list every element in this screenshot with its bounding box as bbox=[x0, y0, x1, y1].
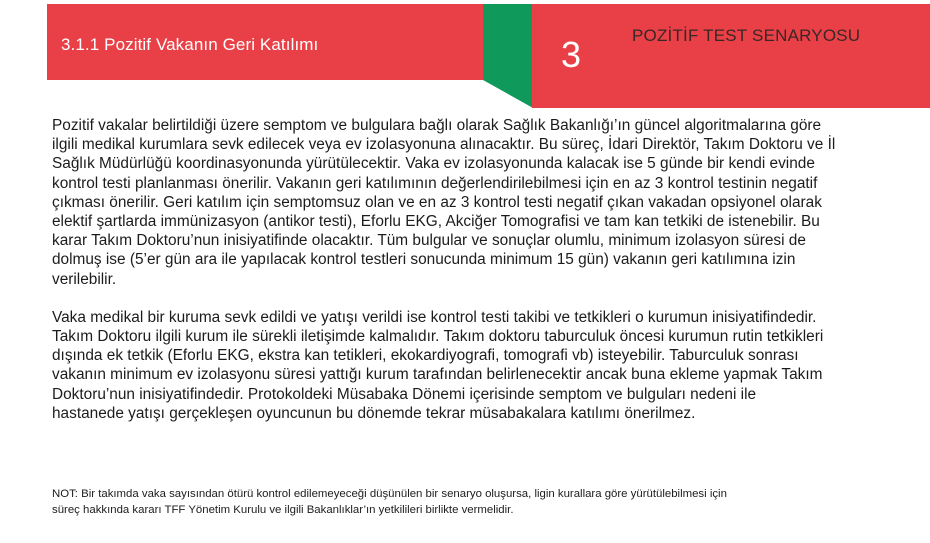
note-line: süreç hakkında kararı TFF Yönetim Kurulu ve ilgili Bakanlıklar’ın yetkilileri birlikte vermelidir. bbox=[52, 503, 514, 516]
text-line: Vaka medikal bir kuruma sevk edildi ve yatışı verildi ise kontrol testi takibi ve tetkikleri o kurumun inisiyatifindedir. bbox=[52, 308, 817, 326]
text-line: çıkması önerilir. Geri katılım için semptomsuz olan ve en az 3 kontrol testi negatif çıkan vakadan opsiyonel olarak bbox=[52, 193, 822, 211]
text-line: dışında ek tetkik (Eforlu EKG, ekstra kan tetikleri, ekokardiyografi, tomografi vb) isteyebilir. Taburculuk sonrası bbox=[52, 347, 799, 365]
text-line: verilebilir. bbox=[52, 270, 117, 288]
note-line: NOT: Bir takımda vaka sayısından ötürü kontrol edilemeyeceği düşünülen bir senaryo oluşursa, ligin kurallara göre yürütülebilmesi için bbox=[52, 488, 727, 500]
text-line: dolmuş ise (5’er gün ara ile yapılacak kontrol testleri sonucunda minimum 15 gün) vakanın geri katılımına izin bbox=[52, 251, 796, 269]
body-text bbox=[52, 116, 930, 442]
text-line: hastanede yatışı gerçekleşen oyuncunun bu dönemde tekrar müsabakalara katılımı önerilmez. bbox=[52, 404, 696, 422]
text-line: Takım Doktoru ilgili kurum ile sürekli iletişimde kalmalıdır. Takım doktoru taburculuk öncesi kurumun rutin tetkikleri bbox=[52, 328, 824, 346]
chapter-number: 3 bbox=[561, 34, 582, 75]
text-line: elektif şartlarda immünizasyon (antikor testi), Eforlu EKG, Akciğer Tomografisi ve tam kan tetkiki de istenebilir. Bu bbox=[52, 213, 820, 231]
text-line: vakanın minimum ev izolasyonu süresi yattığı kurum tarafından belirlenecektir ancak buna ekleme yapmak Takım bbox=[52, 366, 823, 384]
text-line: ilgili medikal kurumlara sevk edilecek veya ev izolasyonuna alınacaktır. Bu süreç, İdari Direktör, Takım Doktoru ve İl bbox=[52, 136, 836, 154]
text-line: Pozitif vakalar belirtildiği üzere semptom ve bulgulara bağlı olarak Sağlık Bakanlığı’ın güncel algoritmalarına göre bbox=[52, 117, 822, 134]
paragraph-hospitalized-case bbox=[52, 308, 930, 423]
paragraph-positive-case-return bbox=[52, 116, 930, 289]
chapter-title: POZİTİF TEST SENARYOSU bbox=[632, 26, 861, 45]
chapter-header-banner bbox=[532, 4, 930, 108]
section-title: 3.1.1 Pozitif Vakanın Geri Katılımı bbox=[61, 35, 319, 54]
section-header-banner bbox=[47, 4, 484, 80]
text-line: Doktoru’nun inisiyatifindedir. Protokoldeki Müsabaka Dönemi içerisinde semptom ve bulguları nedeni ile bbox=[52, 385, 757, 403]
text-line: karar Takım Doktoru’nun inisiyatifinde olacaktır. Tüm bulgular ve sonuçlar olumlu, minimum izolasyon süresi de bbox=[52, 232, 806, 250]
green-ribbon-decoration bbox=[483, 4, 533, 108]
text-line: Sağlık Müdürlüğü koordinasyonunda yürütülecektir. Vaka ev izolasyonunda kalacak ise 5 günde bir kendi evinde bbox=[52, 155, 815, 173]
footnote bbox=[52, 487, 727, 518]
text-line: kontrol testi planlanması önerilir. Vakanın geri katılımının değerlendirilebilmesi için en az 3 kontrol testinin negatif bbox=[52, 174, 818, 192]
